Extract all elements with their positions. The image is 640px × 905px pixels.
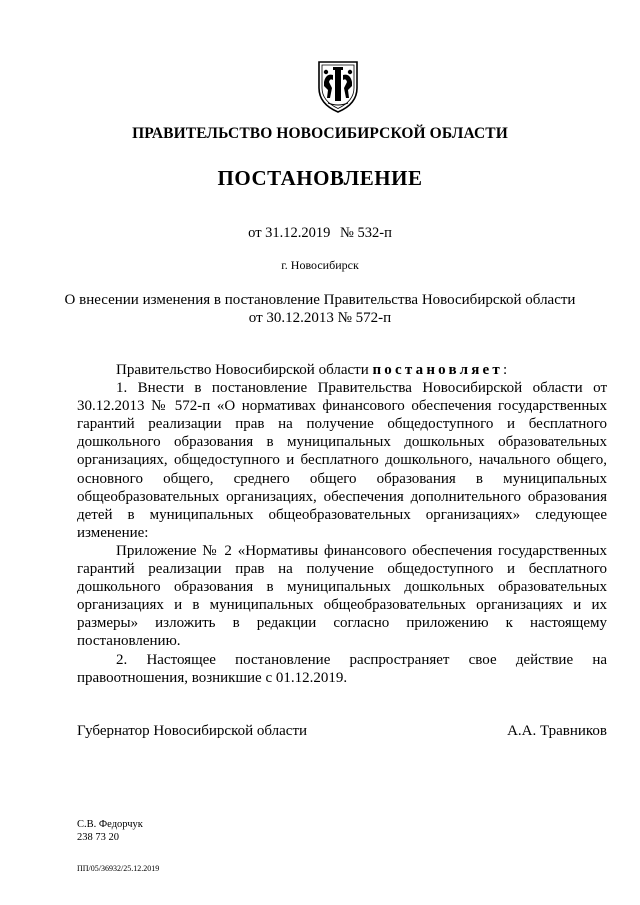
city-name: г. Новосибирск bbox=[281, 258, 359, 272]
executor-name: С.В. Федорчук bbox=[77, 819, 143, 830]
paragraph-item-1-detail: Приложение № 2 «Нормативы финансового обеспечения государственных гарантий реализации прав на получение общедоступного и бесплатного дошкольного образования в муниципальных дошкольных образовательных организациях и в муниципальных общеобразовательных организациях и их размеры» изложить в редакции согласно приложению к настоящему постановлению. bbox=[77, 542, 607, 650]
decree-intro bbox=[77, 361, 607, 379]
document-body bbox=[77, 361, 607, 687]
decree-intro-prefix: Правительство Новосибирской области bbox=[116, 362, 373, 378]
subject-line-1: О внесении изменения в постановление Правительства Новосибирской области bbox=[64, 292, 576, 308]
date-number-line bbox=[0, 225, 640, 242]
subject-line-2: от 30.12.2013 № 572-п bbox=[248, 310, 392, 326]
signatory-position: Губернатор Новосибирской области bbox=[77, 723, 308, 739]
signature-block bbox=[77, 723, 607, 740]
document-subject bbox=[60, 291, 580, 327]
document-number: № 532-п bbox=[340, 225, 392, 241]
executor-phone: 238 73 20 bbox=[77, 831, 119, 843]
registry-code: ПП/05/36932/25.12.2019 bbox=[77, 864, 160, 873]
decree-verb: постановляет bbox=[372, 362, 503, 378]
signatory-name: А.А. Травников bbox=[507, 723, 607, 739]
paragraph-item-1: 1. Внести в постановление Правительства Новосибирской области от 30.12.2013 № 572-п «О нормативах финансового обеспечения государственных гарантий реализации прав на получение общедоступного и бесплатного дошкольного образования в муниципальных дошкольных образовательных организациях, общедоступного и бесплатного дошкольного, начального общего, основного общего, среднего общего образования в муниципальных общеобразовательных организациях, обеспечения дополнительного образования детей в муниципальных общеобразовательных организациях» следующее изменение: bbox=[77, 380, 607, 541]
government-title: ПРАВИТЕЛЬСТВО НОВОСИБИРСКОЙ ОБЛАСТИ bbox=[132, 125, 508, 142]
document-date: от 31.12.2019 bbox=[248, 225, 331, 241]
executor-block bbox=[77, 819, 143, 844]
coat-of-arms-icon bbox=[316, 58, 360, 114]
decree-intro-suffix: : bbox=[502, 362, 508, 378]
document-type-title: ПОСТАНОВЛЕНИЕ bbox=[217, 166, 423, 190]
paragraph-item-2: 2. Настоящее постановление распространяет свое действие на правоотношения, возникшие с 01.12.2019. bbox=[77, 651, 607, 686]
